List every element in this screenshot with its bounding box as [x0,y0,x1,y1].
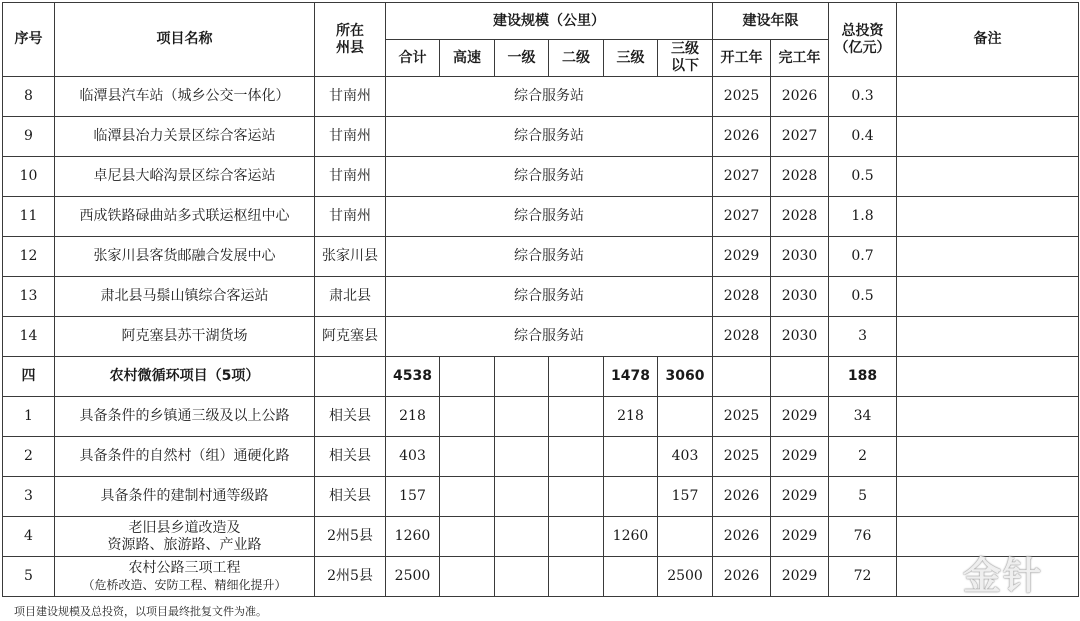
table-row [3,397,1079,437]
cell-class2 [549,437,604,477]
cell-expressway [440,477,495,517]
cell-end: 2030 [771,237,829,277]
cell-start: 2026 [713,117,771,157]
cell-total: 4538 [386,357,440,397]
cell-invest: 0.5 [829,277,897,317]
table-row [3,517,1079,557]
cell-seq: 四 [3,357,55,397]
cell-invest: 0.3 [829,77,897,117]
cell-expressway [440,437,495,477]
cell-end: 2029 [771,557,829,597]
cell-remark [897,197,1079,237]
cell-end: 2029 [771,477,829,517]
table-row [3,117,1079,157]
cell-class1 [495,357,549,397]
cell-name: 阿克塞县苏干湖货场 [55,317,315,357]
cell-invest: 0.7 [829,237,897,277]
col-years-header: 建设年限 [713,3,829,40]
cell-expressway [440,357,495,397]
cell-invest: 2 [829,437,897,477]
cell-seq: 10 [3,157,55,197]
cell-county: 甘南州 [315,157,386,197]
cell-scale: 综合服务站 [386,157,713,197]
cell-end: 2030 [771,277,829,317]
cell-invest: 34 [829,397,897,437]
cell-start: 2026 [713,517,771,557]
cell-county [315,357,386,397]
cell-class1 [495,437,549,477]
cell-class3: 1260 [604,517,658,557]
cell-class2 [549,517,604,557]
cell-class2 [549,557,604,597]
cell-end: 2030 [771,317,829,357]
cell-start: 2026 [713,477,771,517]
cell-class1 [495,477,549,517]
cell-start: 2025 [713,397,771,437]
cell-remark [897,237,1079,277]
cell-seq: 5 [3,557,55,597]
col-remark-header: 备注 [897,3,1079,77]
cell-expressway [440,397,495,437]
cell-class2 [549,397,604,437]
cell-end: 2028 [771,197,829,237]
cell-start: 2027 [713,157,771,197]
cell-county: 肃北县 [315,277,386,317]
header-row-1 [3,3,1079,40]
cell-below3: 157 [658,477,713,517]
table-row [3,557,1079,597]
table-row [3,197,1079,237]
cell-total: 157 [386,477,440,517]
cell-class3 [604,557,658,597]
cell-start [713,357,771,397]
cell-seq: 13 [3,277,55,317]
cell-invest: 3 [829,317,897,357]
cell-invest: 72 [829,557,897,597]
cell-below3: 3060 [658,357,713,397]
cell-invest: 0.5 [829,157,897,197]
cell-name: 农村公路三项工程 （危桥改造、安防工程、精细化提升） [55,557,315,597]
cell-seq: 1 [3,397,55,437]
col-scale-header: 建设规模（公里） [386,3,713,40]
table-row [3,157,1079,197]
cell-class1 [495,557,549,597]
table-row [3,477,1079,517]
table-row [3,437,1079,477]
cell-class2 [549,477,604,517]
col-class1-header: 一级 [495,40,549,77]
cell-seq: 2 [3,437,55,477]
cell-name: 临潭县冶力关景区综合客运站 [55,117,315,157]
col-class2-header: 二级 [549,40,604,77]
cell-below3: 2500 [658,557,713,597]
cell-end: 2028 [771,157,829,197]
cell-remark [897,397,1079,437]
cell-class3: 218 [604,397,658,437]
cell-invest: 5 [829,477,897,517]
cell-seq: 14 [3,317,55,357]
cell-remark [897,437,1079,477]
section-row [3,357,1079,397]
cell-start: 2025 [713,77,771,117]
cell-start: 2025 [713,437,771,477]
cell-start: 2028 [713,277,771,317]
cell-total: 2500 [386,557,440,597]
cell-scale: 综合服务站 [386,317,713,357]
cell-county: 甘南州 [315,77,386,117]
cell-expressway [440,517,495,557]
cell-name: 老旧县乡道改造及 资源路、旅游路、产业路 [55,517,315,557]
col-start-header: 开工年 [713,40,771,77]
cell-end: 2026 [771,77,829,117]
cell-end: 2029 [771,397,829,437]
cell-invest: 1.8 [829,197,897,237]
table-row [3,277,1079,317]
footnote: 项目建设规模及总投资，以项目最终批复文件为准。 [14,605,267,618]
cell-start: 2029 [713,237,771,277]
cell-end: 2029 [771,437,829,477]
cell-start: 2028 [713,317,771,357]
col-invest-header: 总投资 （亿元） [829,3,897,77]
cell-total: 403 [386,437,440,477]
cell-county: 相关县 [315,437,386,477]
cell-remark [897,157,1079,197]
cell-class3 [604,437,658,477]
cell-remark [897,357,1079,397]
watermark-logo: 金针 [963,554,1044,598]
cell-name: 农村微循环项目（5项） [55,357,315,397]
cell-class3 [604,477,658,517]
cell-remark [897,77,1079,117]
cell-name: 肃北县马鬃山镇综合客运站 [55,277,315,317]
cell-county: 相关县 [315,477,386,517]
cell-seq: 4 [3,517,55,557]
cell-scale: 综合服务站 [386,77,713,117]
cell-expressway [440,557,495,597]
cell-end: 2029 [771,517,829,557]
cell-remark [897,277,1079,317]
col-total-header: 合计 [386,40,440,77]
cell-seq: 3 [3,477,55,517]
col-class3-header: 三级 [604,40,658,77]
table-row [3,77,1079,117]
cell-scale: 综合服务站 [386,277,713,317]
cell-scale: 综合服务站 [386,197,713,237]
table-row [3,237,1079,277]
cell-county: 2州5县 [315,557,386,597]
cell-total: 1260 [386,517,440,557]
cell-county: 相关县 [315,397,386,437]
cell-name: 卓尼县大峪沟景区综合客运站 [55,157,315,197]
col-name-header: 项目名称 [55,3,315,77]
cell-name: 具备条件的建制村通等级路 [55,477,315,517]
cell-remark [897,117,1079,157]
cell-county: 阿克塞县 [315,317,386,357]
cell-below3: 403 [658,437,713,477]
cell-end: 2027 [771,117,829,157]
cell-below3 [658,517,713,557]
cell-seq: 9 [3,117,55,157]
cell-start: 2027 [713,197,771,237]
cell-class1 [495,397,549,437]
cell-name: 具备条件的乡镇通三级及以上公路 [55,397,315,437]
cell-class2 [549,357,604,397]
cell-county: 张家川县 [315,237,386,277]
cell-total: 218 [386,397,440,437]
cell-county: 2州5县 [315,517,386,557]
cell-scale: 综合服务站 [386,237,713,277]
cell-name: 张家川县客货邮融合发展中心 [55,237,315,277]
cell-seq: 11 [3,197,55,237]
col-county-header: 所在 州县 [315,3,386,77]
project-table [2,2,1079,597]
col-expressway-header: 高速 [440,40,495,77]
col-below3-header: 三级 以下 [658,40,713,77]
cell-county: 甘南州 [315,117,386,157]
cell-scale: 综合服务站 [386,117,713,157]
cell-county: 甘南州 [315,197,386,237]
cell-invest: 76 [829,517,897,557]
cell-name: 临潭县汽车站（城乡公交一体化） [55,77,315,117]
cell-class3: 1478 [604,357,658,397]
cell-below3 [658,397,713,437]
cell-remark [897,317,1079,357]
col-seq-header: 序号 [3,3,55,77]
cell-seq: 12 [3,237,55,277]
cell-end [771,357,829,397]
cell-remark [897,477,1079,517]
cell-class1 [495,517,549,557]
table-row [3,317,1079,357]
cell-start: 2026 [713,557,771,597]
cell-name: 西成铁路碌曲站多式联运枢纽中心 [55,197,315,237]
cell-seq: 8 [3,77,55,117]
col-end-header: 完工年 [771,40,829,77]
cell-invest: 0.4 [829,117,897,157]
cell-invest: 188 [829,357,897,397]
cell-name: 具备条件的自然村（组）通硬化路 [55,437,315,477]
